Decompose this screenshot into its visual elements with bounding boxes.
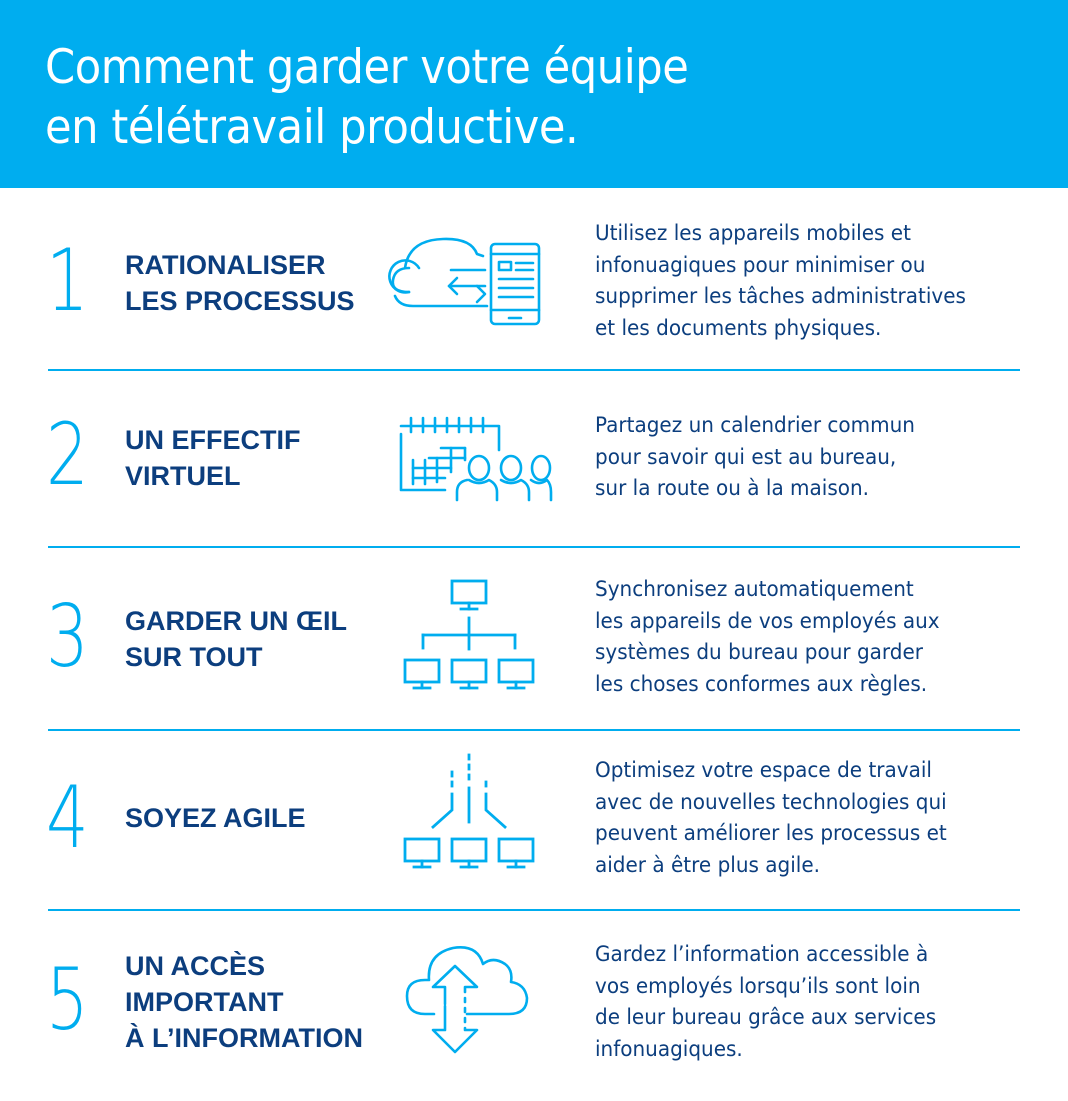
tip-heading xyxy=(125,800,306,836)
distribution-computers-icon xyxy=(385,750,545,880)
tip-description-line: Utilisez les appareils mobiles et xyxy=(595,221,911,246)
tip-heading xyxy=(125,948,363,1056)
divider xyxy=(48,909,1020,911)
tip-number: 2 xyxy=(46,405,89,505)
divider xyxy=(48,369,1020,371)
tip-heading-line: RATIONALISER xyxy=(125,250,326,280)
divider xyxy=(48,546,1020,548)
page-title-line-2: en télétravail productive. xyxy=(45,100,579,155)
tip-heading-line: SOYEZ AGILE xyxy=(125,803,306,833)
tip-description-line: Synchronisez automatiquement xyxy=(595,577,914,602)
tip-description-line: aider à être plus agile. xyxy=(595,852,820,878)
tip-number: 4 xyxy=(46,768,89,868)
tip-description-line: infonuagiques pour minimiser ou xyxy=(595,252,926,278)
tip-heading-line: UN ACCÈS xyxy=(125,951,266,981)
tip-heading-line: UN EFFECTIF xyxy=(125,425,301,455)
cloud-upload-download-icon xyxy=(385,940,545,1060)
divider xyxy=(48,729,1020,731)
tip-description xyxy=(595,218,966,344)
tip-heading-line: VIRTUEL xyxy=(125,461,241,491)
tip-description xyxy=(595,939,936,1065)
tip-description-line: avec de nouvelles technologies qui xyxy=(595,789,947,815)
tip-number: 1 xyxy=(46,231,89,331)
page-title xyxy=(45,38,688,158)
tip-heading-line: IMPORTANT xyxy=(125,987,284,1017)
tip-heading-line: GARDER UN ŒIL xyxy=(125,606,347,636)
tip-description-line: et les documents physiques. xyxy=(595,315,882,341)
cloud-sync-mobile-icon xyxy=(385,236,545,328)
tip-heading-line: LES PROCESSUS xyxy=(125,286,355,316)
tip-heading xyxy=(125,422,301,494)
tip-description-line: Optimisez votre espace de travail xyxy=(595,758,932,783)
calendar-team-icon xyxy=(385,412,555,502)
tip-heading xyxy=(125,603,347,675)
tip-description-line: Gardez l’information accessible à xyxy=(595,942,929,967)
tip-number: 3 xyxy=(46,587,89,687)
tip-description-line: de leur bureau grâce aux services xyxy=(595,1005,937,1030)
tip-description-line: les appareils de vos employés aux xyxy=(595,608,940,634)
tip-description-line: vos employés lorsqu’ils sont loin xyxy=(595,973,921,999)
tip-heading xyxy=(125,247,355,319)
tip-description xyxy=(595,755,947,881)
tip-description-line: les choses conformes aux règles. xyxy=(595,671,928,697)
tip-heading-line: À L’INFORMATION xyxy=(125,1023,363,1053)
tip-description-line: infonuagiques. xyxy=(595,1036,743,1062)
tip-description-line: Partagez un calendrier commun xyxy=(595,413,915,438)
tip-description xyxy=(595,574,940,700)
header-banner xyxy=(0,0,1068,188)
network-computers-icon xyxy=(385,578,545,698)
tip-heading-line: SUR TOUT xyxy=(125,642,263,672)
tip-number: 5 xyxy=(46,950,89,1050)
tip-description-line: pour savoir qui est au bureau, xyxy=(595,444,897,470)
tip-description-line: systèmes du bureau pour garder xyxy=(595,640,924,665)
tip-description-line: supprimer les tâches administratives xyxy=(595,284,966,309)
tip-description xyxy=(595,410,915,505)
page-title-line-1: Comment garder votre équipe xyxy=(45,40,689,95)
tip-description-line: sur la route ou à la maison. xyxy=(595,476,870,501)
tip-description-line: peuvent améliorer les processus et xyxy=(595,821,947,846)
